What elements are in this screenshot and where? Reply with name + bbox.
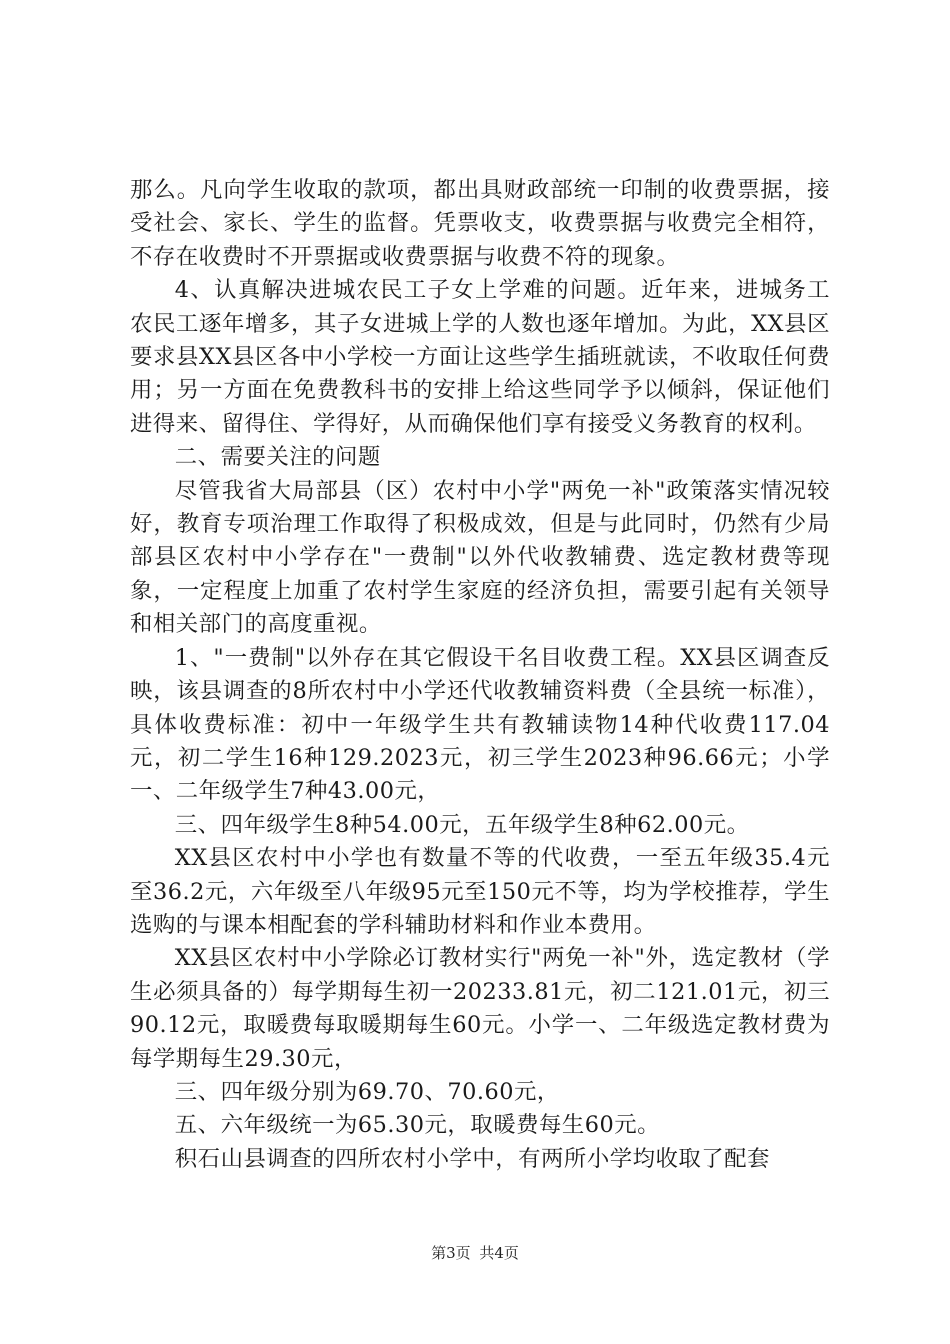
paragraph-extra-fees: 1、"一费制"以外存在其它假设干名目收费工程。XX县区调查反映，该县调查的8所农村中小学还代收教辅资料费（全县统一标准），具体收费标准：初中一年级学生共有教辅读物14种代收费117.04元，初二学生16种129.2023元，初三学生2023种96.66元；小学一、二年级学生7种43.00元， [130,644,830,805]
paragraph-fee-receipts: 那么。凡向学生收取的款项，都出具财政部统一印制的收费票据，接受社会、家长、学生的监督。凭票收支，收费票据与收费完全相符，不存在收费时不开票据或收费票据与收费不符的现象。 [130,177,830,270]
document-body [130,174,830,1176]
paragraph-migrant-children: 4、认真解决进城农民工子女上学难的问题。近年来，进城务工农民工逐年增多，其子女进城上学的人数也逐年增加。为此，XX县区要求县XX县区各中小学校一方面让这些学生插班就读，不收取任何费用；另一方面在免费教科书的安排上给这些同学予以倾斜，保证他们进得来、留得住、学得好，从而确保他们享有接受义务教育的权利。 [130,277,830,437]
page-total: 共4页 [479,1244,519,1262]
paragraph-selected-textbooks: XX县区农村中小学除必订教材实行"两免一补"外，选定教材（学生必须具备的）每学期每生初一20233.81元，初二121.01元，初三90.12元，取暖费每取暖期每生60元。小学一、二年级选定教材费为每学期每生29.30元， [130,945,830,1072]
paragraph-grade-three-four-fees: 三、四年级学生8种54.00元，五年级学生8种62.00元。 [174,811,750,838]
paragraph-grade-three-four-textbooks: 三、四年级分别为69.70、70.60元， [174,1078,560,1105]
section-heading-issues: 二、需要关注的问题 [174,444,381,471]
page-footer [0,1243,950,1263]
page-number: 第3页 [431,1244,471,1262]
paragraph-grade-five-six-textbooks: 五、六年级统一为65.30元，取暖费每生60元。 [174,1112,661,1139]
paragraph-issues-intro: 尽管我省大局部县（区）农村中小学"两免一补"政策落实情况较好，教育专项治理工作取得了积极成效，但是与此同时，仍然有少局部县区农村中小学存在"一费制"以外代收教辅费、选定教材费等现象，一定程度上加重了农村学生家庭的经济负担，需要引起有关领导和相关部门的高度重视。 [130,477,830,638]
paragraph-county-fees: XX县区农村中小学也有数量不等的代收费，一至五年级35.4元至36.2元，六年级至八年级95元至150元不等，均为学校推荐，学生选购的与课本相配套的学科辅助材料和作业本费用。 [130,845,830,938]
paragraph-jishishan-county: 积石山县调查的四所农村小学中，有两所小学均收取了配套 [174,1145,770,1172]
